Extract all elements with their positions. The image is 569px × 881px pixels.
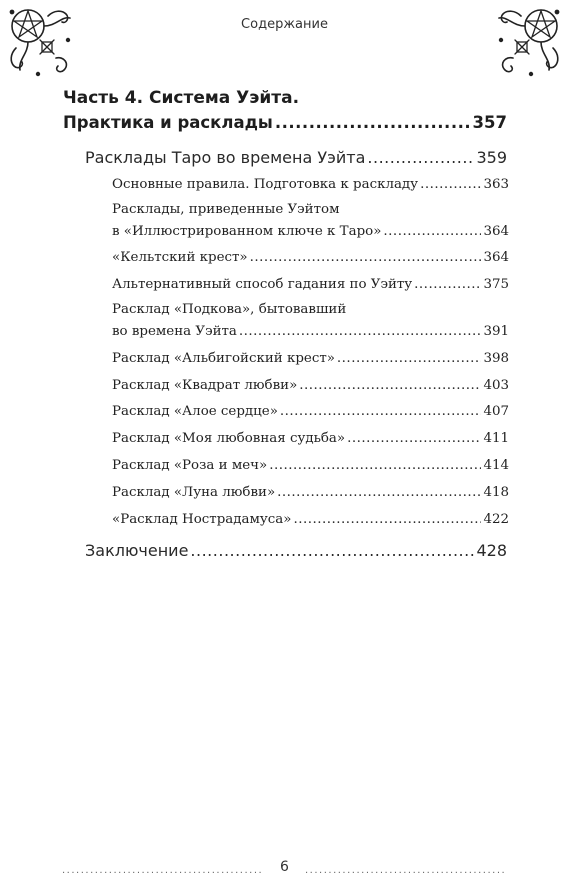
toc-entry-label: Расклады Таро во времена Уэйта (85, 148, 366, 167)
toc-entry-page: 359 (476, 148, 507, 167)
toc-leader-dots (383, 224, 481, 239)
toc-leader-dots (250, 250, 482, 265)
toc-entry-label: во времена Уэйта (112, 324, 237, 339)
toc-entry-page: 364 (483, 224, 509, 239)
toc-entry[interactable] (112, 224, 509, 239)
toc-entry-label-line1: Расклад «Подкова», бытовавший (112, 302, 347, 317)
toc-entry-page: 391 (483, 324, 509, 339)
toc-entry-label: Альтернативный способ гадания по Уэйту (112, 277, 413, 292)
toc-entry-page: 428 (476, 541, 507, 560)
toc-entry-page: 363 (483, 177, 509, 192)
toc-entry-page: 422 (483, 512, 509, 527)
toc-entry-label: Расклад «Роза и меч» (112, 458, 268, 473)
toc-entry[interactable] (112, 378, 509, 393)
toc-entry-conclusion[interactable] (85, 541, 507, 560)
toc-leader-dots (299, 378, 481, 393)
toc-entry[interactable] (112, 351, 509, 366)
toc-entry[interactable] (112, 458, 509, 473)
toc-leader-dots (190, 541, 474, 560)
toc-entry-page: 364 (483, 250, 509, 265)
toc-entry-label: Заключение (85, 541, 189, 560)
toc-entry-label-line1: Расклады, приведенные Уэйтом (112, 202, 340, 217)
footer-dotted-rule-right (305, 865, 507, 876)
toc-entry-page: 403 (483, 378, 509, 393)
pentacle-ornament-icon (493, 4, 565, 82)
toc-entry-label: Практика и расклады (63, 113, 273, 132)
toc-entry[interactable] (112, 512, 509, 527)
toc-entry-label: Основные правила. Подготовка к раскладу (112, 177, 419, 192)
toc-entry-label: Расклад «Моя любовная судьба» (112, 431, 346, 446)
toc-leader-dots (269, 458, 481, 473)
toc-entry[interactable] (112, 485, 509, 500)
toc-entry-page: 407 (483, 404, 509, 419)
toc-leader-dots (277, 485, 481, 500)
toc-entry-label: в «Иллюстрированном ключе к Таро» (112, 224, 382, 239)
part-title: Часть 4. Система Уэйта. (63, 88, 300, 108)
toc-entry-page: 398 (483, 351, 509, 366)
toc-entry-label: Расклад «Луна любви» (112, 485, 276, 500)
toc-leader-dots (275, 113, 471, 132)
toc-entry[interactable] (112, 404, 509, 419)
toc-entry-page: 375 (483, 277, 509, 292)
toc-leader-dots (347, 431, 481, 446)
toc-leader-dots (337, 351, 482, 366)
toc-leader-dots (367, 148, 474, 167)
toc-entry[interactable] (112, 324, 509, 339)
toc-entry[interactable] (112, 431, 509, 446)
pentacle-ornament-icon (4, 4, 76, 82)
toc-entry-section[interactable] (85, 148, 507, 167)
toc-leader-dots (280, 404, 482, 419)
toc-leader-dots (293, 512, 481, 527)
toc-entry-label: Расклад «Альбигойский крест» (112, 351, 335, 366)
toc-entry-label: Расклад «Алое сердце» (112, 404, 278, 419)
toc-entry-page: 418 (483, 485, 509, 500)
toc-entry-page: 357 (472, 113, 507, 132)
toc-entry[interactable] (112, 277, 509, 292)
toc-entry[interactable] (112, 250, 509, 265)
running-header-title: Содержание (241, 17, 328, 32)
toc-entry-label: «Кельтский крест» (112, 250, 248, 265)
toc-entry-page: 411 (483, 431, 509, 446)
toc-entry-page: 414 (483, 458, 509, 473)
toc-entry-label: Расклад «Квадрат любви» (112, 378, 298, 393)
toc-leader-dots (414, 277, 481, 292)
toc-leader-dots (420, 177, 481, 192)
toc-entry-part-subtitle[interactable] (63, 113, 507, 132)
toc-entry-label: «Расклад Нострадамуса» (112, 512, 292, 527)
toc-entry[interactable] (112, 177, 509, 192)
page-number: 6 (280, 859, 289, 875)
toc-leader-dots (239, 324, 482, 339)
